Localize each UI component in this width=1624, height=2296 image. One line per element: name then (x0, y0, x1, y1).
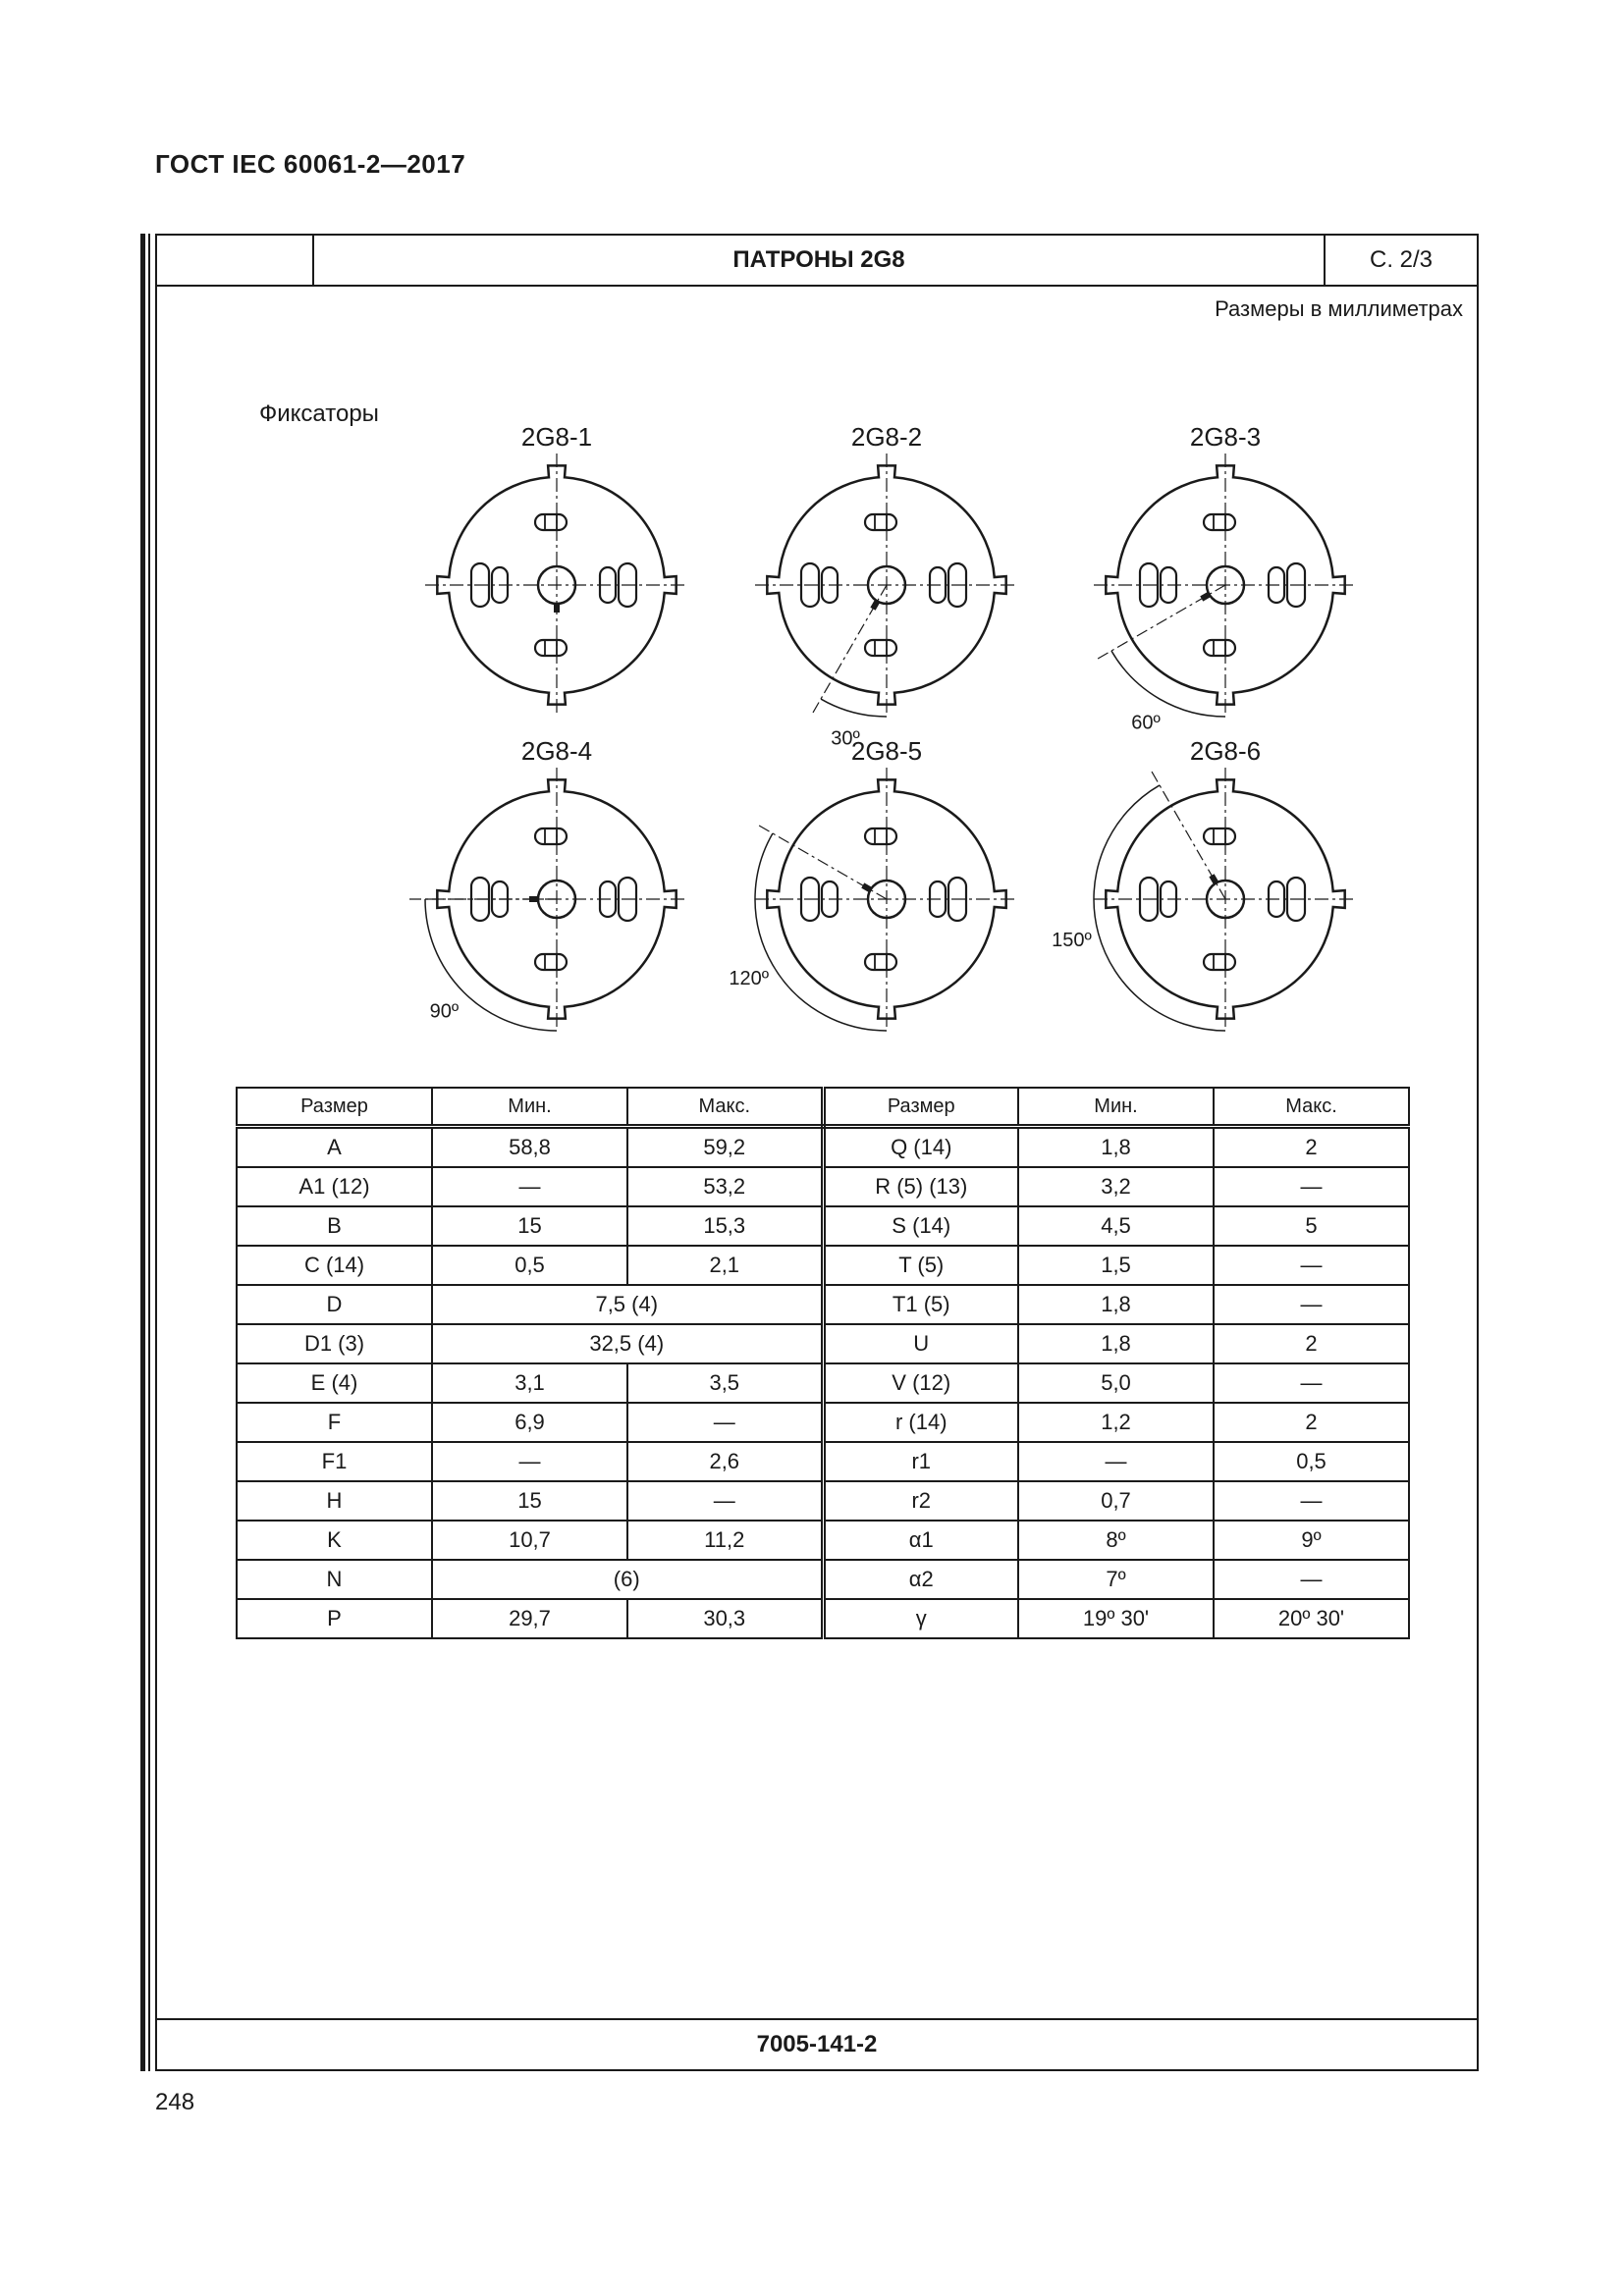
table-cell: Q (14) (823, 1127, 1018, 1168)
section-subtitle: Фиксаторы (259, 400, 379, 427)
pin-slot (1204, 954, 1235, 970)
table-cell: B (237, 1206, 432, 1246)
table-cell: — (432, 1442, 627, 1481)
diagram-label: 2G8-2 (850, 422, 923, 452)
header-max: Макс. (627, 1088, 823, 1127)
table-row (237, 1521, 1409, 1560)
table-cell: 15 (432, 1206, 627, 1246)
diagram-2g8-2 (755, 422, 1018, 749)
table-cell: 6,9 (432, 1403, 627, 1442)
table-cell: C (14) (237, 1246, 432, 1285)
table-cell: 2,6 (627, 1442, 823, 1481)
table-cell: — (1214, 1285, 1409, 1324)
table-cell: 3,5 (627, 1363, 823, 1403)
table-cell: P (237, 1599, 432, 1638)
table-cell: 2 (1214, 1127, 1409, 1168)
pin-slot (1204, 514, 1235, 530)
table-cell: — (1214, 1560, 1409, 1599)
diagram-label: 2G8-6 (1189, 736, 1262, 766)
table-cell: 7º (1018, 1560, 1214, 1599)
table-cell: α1 (823, 1521, 1018, 1560)
diagram-label: 2G8-1 (520, 422, 593, 452)
table-cell: — (1214, 1246, 1409, 1285)
table-cell: — (1214, 1167, 1409, 1206)
table-cell: r (14) (823, 1403, 1018, 1442)
sheet-frame (155, 234, 1479, 2071)
pin-slot (865, 640, 896, 656)
angle-arc (821, 699, 887, 717)
header-max: Макс. (1214, 1088, 1409, 1127)
table-header-row (237, 1088, 1409, 1127)
table-cell: U (823, 1324, 1018, 1363)
table-cell: E (4) (237, 1363, 432, 1403)
table-row (237, 1442, 1409, 1481)
table-cell: 5 (1214, 1206, 1409, 1246)
table-cell: A (237, 1127, 432, 1168)
table-cell: γ (823, 1599, 1018, 1638)
table-row (237, 1285, 1409, 1324)
table-row (237, 1403, 1409, 1442)
table-cell: 59,2 (627, 1127, 823, 1168)
pin-slot (865, 828, 896, 844)
pin-slot (865, 514, 896, 530)
table-cell: T1 (5) (823, 1285, 1018, 1324)
table-cell: 11,2 (627, 1521, 823, 1560)
diagram-label: 2G8-4 (520, 736, 593, 766)
header-min: Мин. (1018, 1088, 1214, 1127)
table-cell: V (12) (823, 1363, 1018, 1403)
table-cell: 1,2 (1018, 1403, 1214, 1442)
left-border-bar-thick (140, 234, 145, 2071)
sheet-code: 7005-141-2 (157, 2018, 1477, 2069)
table-cell: 29,7 (432, 1599, 627, 1638)
header-size: Размер (823, 1088, 1018, 1127)
table-cell: 10,7 (432, 1521, 627, 1560)
table-cell: 7,5 (4) (432, 1285, 823, 1324)
table-cell: r2 (823, 1481, 1018, 1521)
diagram-2g8-1 (425, 422, 688, 717)
standard-title: ГОСТ IEC 60061-2—2017 (155, 149, 466, 179)
table-cell: 15,3 (627, 1206, 823, 1246)
table-cell: 3,2 (1018, 1167, 1214, 1206)
pin-slot (535, 640, 567, 656)
pin-slot (1204, 640, 1235, 656)
table-cell: 58,8 (432, 1127, 627, 1168)
diagram-2g8-4 (409, 736, 688, 1031)
table-cell: D1 (3) (237, 1324, 432, 1363)
table-row (237, 1599, 1409, 1638)
table-cell: 53,2 (627, 1167, 823, 1206)
table-row (237, 1324, 1409, 1363)
table-row (237, 1167, 1409, 1206)
angle-label: 150º (1052, 929, 1092, 951)
table-cell: 0,7 (1018, 1481, 1214, 1521)
lampholder-diagrams (157, 236, 1477, 1080)
table-cell: R (5) (13) (823, 1167, 1018, 1206)
table-cell: r1 (823, 1442, 1018, 1481)
table-cell: 1,8 (1018, 1127, 1214, 1168)
table-cell: S (14) (823, 1206, 1018, 1246)
table-cell: — (1214, 1363, 1409, 1403)
table-cell: 32,5 (4) (432, 1324, 823, 1363)
diagram-label: 2G8-3 (1189, 422, 1262, 452)
pin-slot (1204, 828, 1235, 844)
units-note: Размеры в миллиметрах (1215, 296, 1463, 321)
table-cell: N (237, 1560, 432, 1599)
table-cell: F (237, 1403, 432, 1442)
dimensions-table (236, 1087, 1410, 1639)
table-cell: F1 (237, 1442, 432, 1481)
table-cell: 2,1 (627, 1246, 823, 1285)
angle-label: 90º (429, 1000, 460, 1023)
table-cell: H (237, 1481, 432, 1521)
table-row (237, 1246, 1409, 1285)
table-cell: T (5) (823, 1246, 1018, 1285)
table-cell: D (237, 1285, 432, 1324)
angle-arc (755, 833, 887, 1031)
page-number: 248 (155, 2089, 195, 2115)
table-row (237, 1560, 1409, 1599)
table-cell: — (627, 1481, 823, 1521)
table-cell: A1 (12) (237, 1167, 432, 1206)
header-size: Размер (237, 1088, 432, 1127)
pin-slot (535, 828, 567, 844)
table-cell: — (432, 1167, 627, 1206)
table-cell: 5,0 (1018, 1363, 1214, 1403)
table-cell: 1,5 (1018, 1246, 1214, 1285)
diagram-label: 2G8-5 (850, 736, 923, 766)
left-border-bar-thin (148, 234, 150, 2071)
table-cell: 9º (1214, 1521, 1409, 1560)
table-row (237, 1363, 1409, 1403)
pin-slot (535, 954, 567, 970)
diagram-2g8-5 (729, 736, 1018, 1031)
table-cell: 20º 30' (1214, 1599, 1409, 1638)
table-cell: α2 (823, 1560, 1018, 1599)
table-cell: 30,3 (627, 1599, 823, 1638)
table-cell: 19º 30' (1018, 1599, 1214, 1638)
table-cell: 15 (432, 1481, 627, 1521)
table-row (237, 1481, 1409, 1521)
sheet-number: С. 2/3 (1369, 246, 1434, 273)
table-cell: 0,5 (1214, 1442, 1409, 1481)
header-min: Мин. (432, 1088, 627, 1127)
table-cell: 4,5 (1018, 1206, 1214, 1246)
table-row (237, 1127, 1409, 1168)
angle-label: 30º (831, 727, 860, 750)
table-cell: 2 (1214, 1324, 1409, 1363)
angle-label: 60º (1131, 712, 1161, 734)
table-cell: K (237, 1521, 432, 1560)
pin-slot (865, 954, 896, 970)
table-cell: — (1214, 1481, 1409, 1521)
table-cell: 8º (1018, 1521, 1214, 1560)
table-cell: — (1018, 1442, 1214, 1481)
table-cell: 1,8 (1018, 1324, 1214, 1363)
angle-label: 120º (729, 968, 770, 989)
section-title: ПАТРОНЫ 2G8 (314, 236, 1326, 285)
table-row (237, 1206, 1409, 1246)
pin-slot (535, 514, 567, 530)
diagram-2g8-3 (1094, 422, 1357, 733)
table-cell: (6) (432, 1560, 823, 1599)
diagram-2g8-6 (1052, 736, 1357, 1031)
table-cell: 3,1 (432, 1363, 627, 1403)
table-cell: 1,8 (1018, 1285, 1214, 1324)
table-cell: 2 (1214, 1403, 1409, 1442)
table-cell: 0,5 (432, 1246, 627, 1285)
table-cell: — (627, 1403, 823, 1442)
angle-arc (1111, 651, 1225, 717)
